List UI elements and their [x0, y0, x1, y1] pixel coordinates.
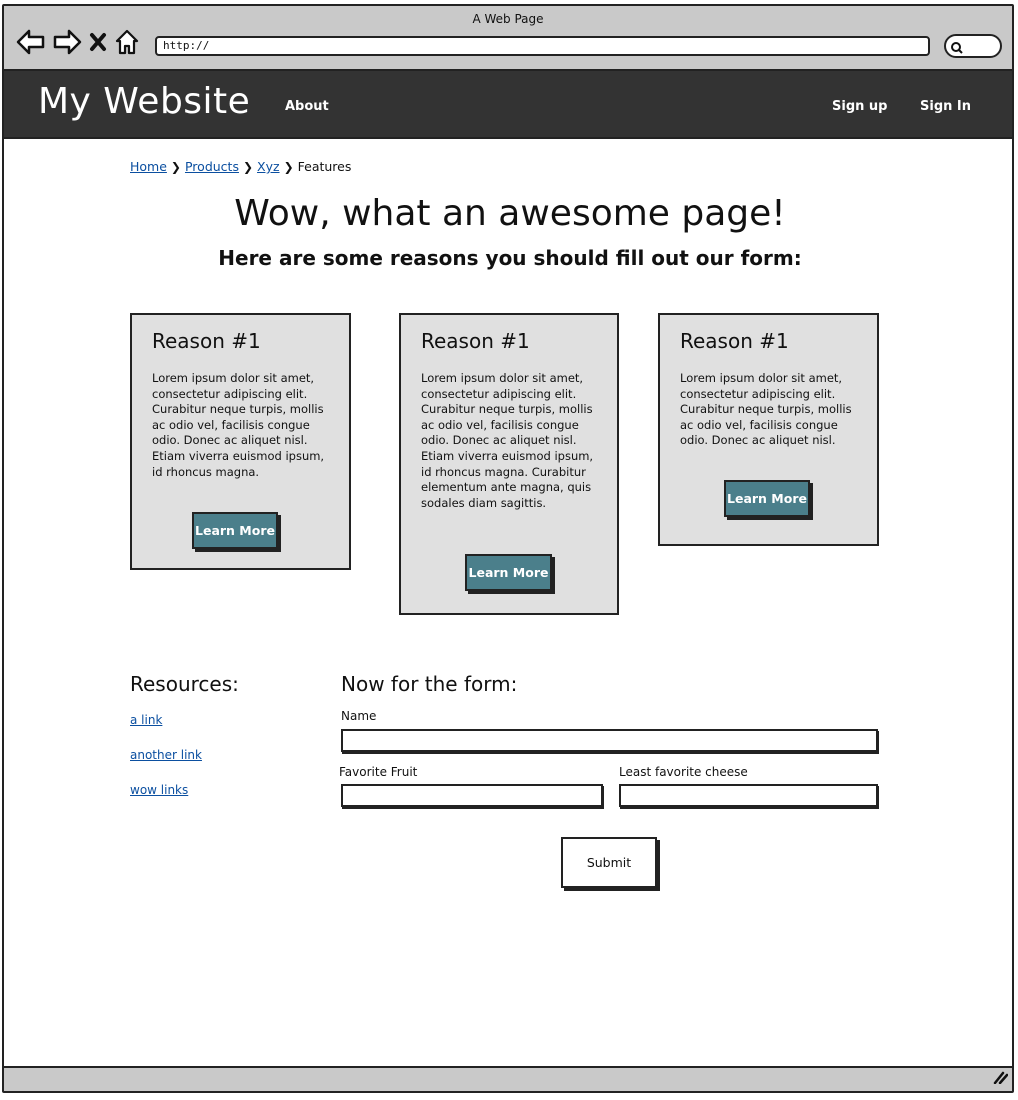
chevron-right-icon: ❯ [283, 159, 294, 174]
window-title: A Web Page [472, 12, 544, 26]
learn-more-button[interactable]: Learn More [724, 480, 810, 517]
page-title: Wow, what an awesome page! [234, 193, 786, 234]
least-favorite-cheese-field[interactable] [619, 784, 878, 807]
site-header [4, 71, 1012, 139]
favorite-fruit-label: Favorite Fruit [339, 765, 418, 779]
resource-link-3[interactable]: wow links [130, 783, 189, 797]
home-icon[interactable] [114, 28, 140, 56]
learn-more-button[interactable]: Learn More [465, 554, 552, 591]
forward-arrow-icon[interactable] [52, 29, 82, 55]
breadcrumb-home[interactable]: Home [130, 159, 167, 174]
nav-about[interactable]: About [285, 99, 329, 114]
chevron-right-icon: ❯ [242, 159, 254, 174]
breadcrumb-products[interactable]: Products [184, 159, 239, 174]
browser-window [2, 4, 1014, 1093]
favorite-fruit-field[interactable] [341, 784, 603, 807]
submit-button[interactable]: Submit [561, 837, 657, 888]
learn-more-button[interactable]: Learn More [192, 512, 278, 549]
form-heading: Now for the form: [341, 672, 518, 696]
breadcrumb-current: Features [297, 159, 352, 174]
resource-link-2[interactable]: another link [130, 748, 202, 762]
resources-heading: Resources: [130, 672, 239, 696]
resource-link-1[interactable]: a link [130, 713, 163, 727]
browser-chrome [4, 6, 1012, 71]
search-icon [950, 40, 964, 59]
address-bar[interactable]: http:// [155, 36, 930, 56]
reason-card-3 [658, 313, 879, 546]
reason-card-2 [399, 313, 619, 615]
nav-sign-in[interactable]: Sign In [920, 99, 971, 114]
browser-search-box[interactable] [944, 34, 1002, 58]
breadcrumb-xyz[interactable]: Xyz [257, 159, 280, 174]
name-label: Name [341, 709, 377, 723]
least-favorite-cheese-label: Least favorite cheese [619, 765, 748, 779]
page-subtitle: Here are some reasons you should fill out our form: [218, 246, 802, 270]
back-arrow-icon[interactable] [16, 29, 46, 55]
resize-grip-icon[interactable] [992, 1069, 1008, 1088]
card-title: Reason #1 [680, 329, 789, 353]
reason-card-1 [130, 313, 351, 570]
card-body: Lorem ipsum dolor sit amet, consectetur adipiscing elit. Curabitur neque turpis, mollis ac odio vel, facilisis congue odio. Donec ac aliquet nisl. Etiam viverra euismod ipsum, id rhoncus magna. [152, 371, 325, 479]
breadcrumb [130, 159, 351, 174]
card-body: Lorem ipsum dolor sit amet, consectetur adipiscing elit. Curabitur neque turpis, mollis ac odio vel, facilisis congue odio. Donec ac aliquet nisl. [680, 371, 852, 448]
card-title: Reason #1 [152, 329, 261, 353]
site-logo[interactable]: My Website [38, 81, 251, 122]
status-bar [4, 1066, 1012, 1091]
close-icon[interactable] [88, 31, 108, 53]
name-field[interactable] [341, 729, 878, 752]
browser-nav-buttons [16, 28, 140, 56]
chevron-right-icon: ❯ [170, 159, 181, 174]
card-title: Reason #1 [421, 329, 530, 353]
nav-sign-up[interactable]: Sign up [832, 99, 888, 114]
card-body: Lorem ipsum dolor sit amet, consectetur adipiscing elit. Curabitur neque turpis, mollis ac odio vel, facilisis congue odio. Donec ac aliquet nisl. Etiam viverra euismod ipsum, id rhoncus magna. Curabitur elementum ante magna, quis sodales diam sagittis. [421, 371, 594, 510]
